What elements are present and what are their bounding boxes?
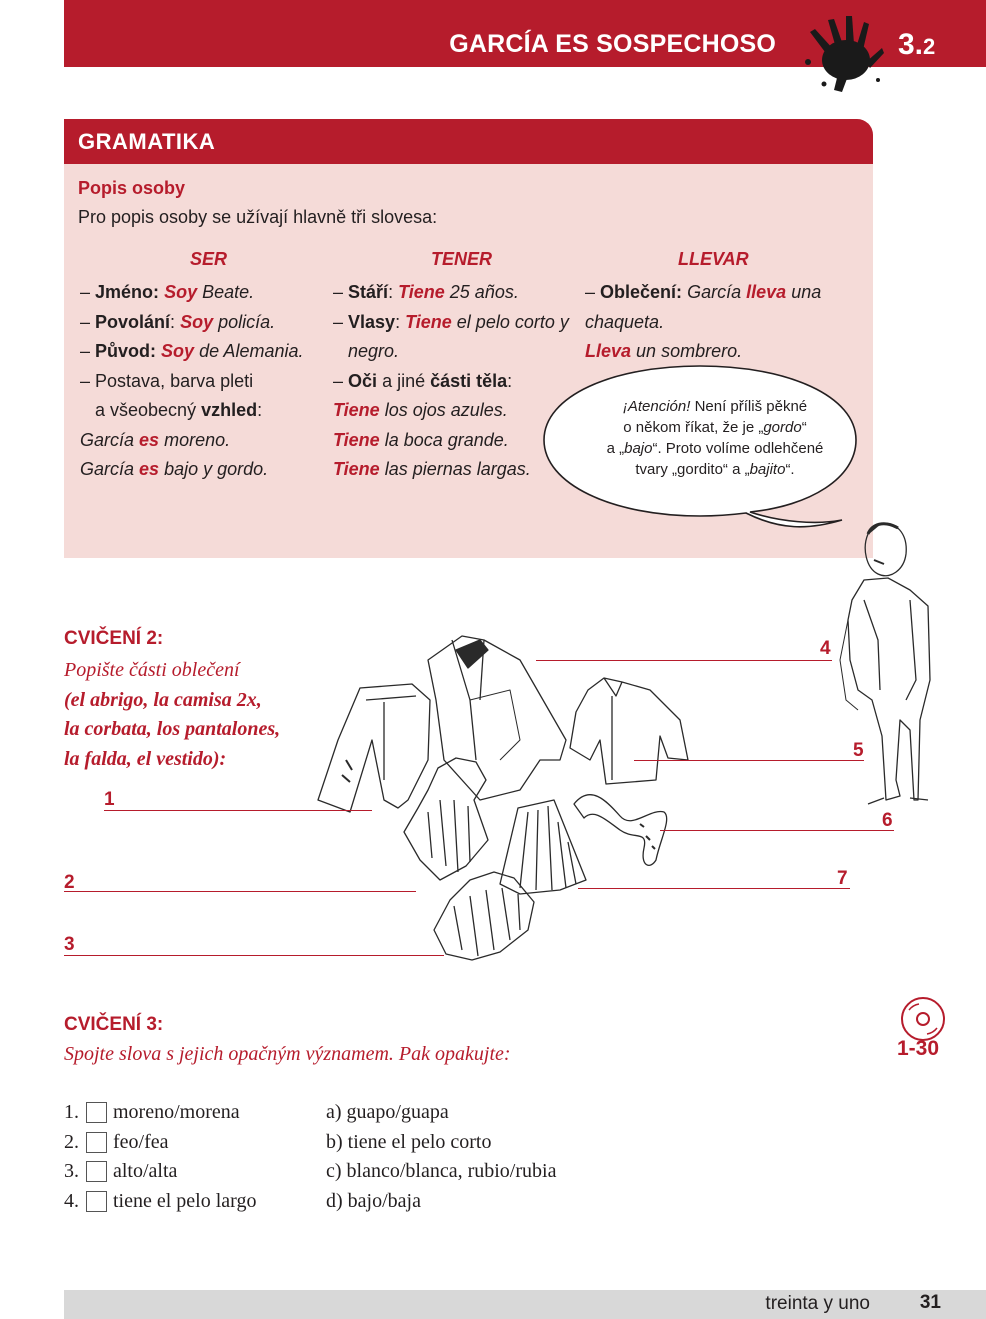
tener-example: Tiene los ojos azules. bbox=[333, 400, 508, 420]
answer-checkbox[interactable] bbox=[86, 1161, 107, 1182]
handprint-icon bbox=[798, 10, 884, 94]
answer-checkbox[interactable] bbox=[86, 1132, 107, 1153]
ser-example: García es moreno. bbox=[80, 429, 231, 450]
ser-column bbox=[80, 278, 303, 485]
label-number: 4 bbox=[820, 638, 831, 659]
grammar-subheading: Popis osoby bbox=[78, 178, 186, 198]
grammar-header bbox=[64, 119, 873, 164]
exercise-3-title: CVIČENÍ 3: bbox=[64, 1014, 164, 1035]
page-number: 31 bbox=[919, 1292, 941, 1313]
chapter-number: 3.2 bbox=[898, 28, 936, 61]
tener-example: Tiene la boca grande. bbox=[333, 429, 509, 450]
answer-checkbox[interactable] bbox=[86, 1102, 107, 1123]
exercise-2-instructions: Popište části oblečení (el abrigo, la camisa 2x, la corbata, los pantalones, la falda, el vestido): bbox=[64, 659, 281, 770]
bubble-text: ¡Atención! Není příliš pěkné o někom říkat, že je „gordo“ a „bajo“. Proto volíme odlehčené tvary „gordito“ a „bajito“. bbox=[606, 398, 824, 478]
audio-track-number: 1-30 bbox=[897, 1037, 940, 1060]
tener-line: negro. bbox=[348, 341, 400, 361]
answer-line[interactable] bbox=[64, 891, 416, 892]
ser-example: García es bajo y gordo. bbox=[80, 459, 269, 479]
tener-line: – Stáří: Tiene 25 años. bbox=[333, 282, 519, 302]
ser-heading: SER bbox=[190, 249, 228, 269]
label-number: 3 bbox=[64, 934, 75, 955]
ser-line: – Původ: Soy de Alemania. bbox=[80, 341, 304, 361]
answer-checkbox[interactable] bbox=[86, 1191, 107, 1212]
label-number: 5 bbox=[853, 740, 864, 761]
answer-line[interactable] bbox=[578, 888, 850, 889]
exercise-3-instruction: Spojte slova s jejich opačným významem. Pak opakujte: bbox=[64, 1043, 511, 1065]
llevar-line: – Oblečení: García lleva una bbox=[585, 282, 822, 302]
ser-line: – Jméno: Soy Beate. bbox=[80, 282, 255, 302]
exercise-2-title: CVIČENÍ 2: bbox=[64, 628, 164, 649]
ser-line: – Povolání: Soy policía. bbox=[80, 311, 276, 332]
footer-text: treinta y uno bbox=[765, 1293, 870, 1314]
tener-line: – Vlasy: Tiene el pelo corto y bbox=[333, 311, 569, 332]
llevar-column bbox=[585, 278, 821, 367]
page-footer bbox=[64, 1290, 986, 1319]
llevar-heading: LLEVAR bbox=[678, 249, 749, 269]
answer-line[interactable] bbox=[104, 810, 372, 811]
chapter-title: GARCÍA ES SOSPECHOSO bbox=[449, 30, 776, 58]
label-number: 1 bbox=[104, 789, 115, 810]
grammar-intro: Pro popis osoby se užívají hlavně tři slovesa: bbox=[78, 207, 438, 227]
llevar-line: Lleva un sombrero. bbox=[585, 341, 743, 361]
tener-column bbox=[333, 278, 569, 485]
ser-line: a všeobecný vzhled: bbox=[95, 400, 263, 420]
audio-cd-icon bbox=[893, 996, 953, 1042]
answer-line[interactable] bbox=[64, 955, 444, 956]
label-number: 2 bbox=[64, 872, 75, 893]
answer-line[interactable] bbox=[634, 760, 864, 761]
answer-line[interactable] bbox=[536, 660, 832, 661]
label-number: 7 bbox=[837, 868, 848, 889]
tener-heading: TENER bbox=[431, 249, 493, 269]
grammar-title: GRAMATIKA bbox=[78, 129, 216, 154]
tener-example: Tiene las piernas largas. bbox=[333, 459, 531, 479]
llevar-line: chaqueta. bbox=[585, 311, 665, 332]
ser-line: – Postava, barva pleti bbox=[80, 370, 254, 391]
answer-line[interactable] bbox=[660, 830, 894, 831]
tener-line: – Oči a jiné části těla: bbox=[333, 370, 513, 391]
label-number: 6 bbox=[882, 810, 893, 831]
